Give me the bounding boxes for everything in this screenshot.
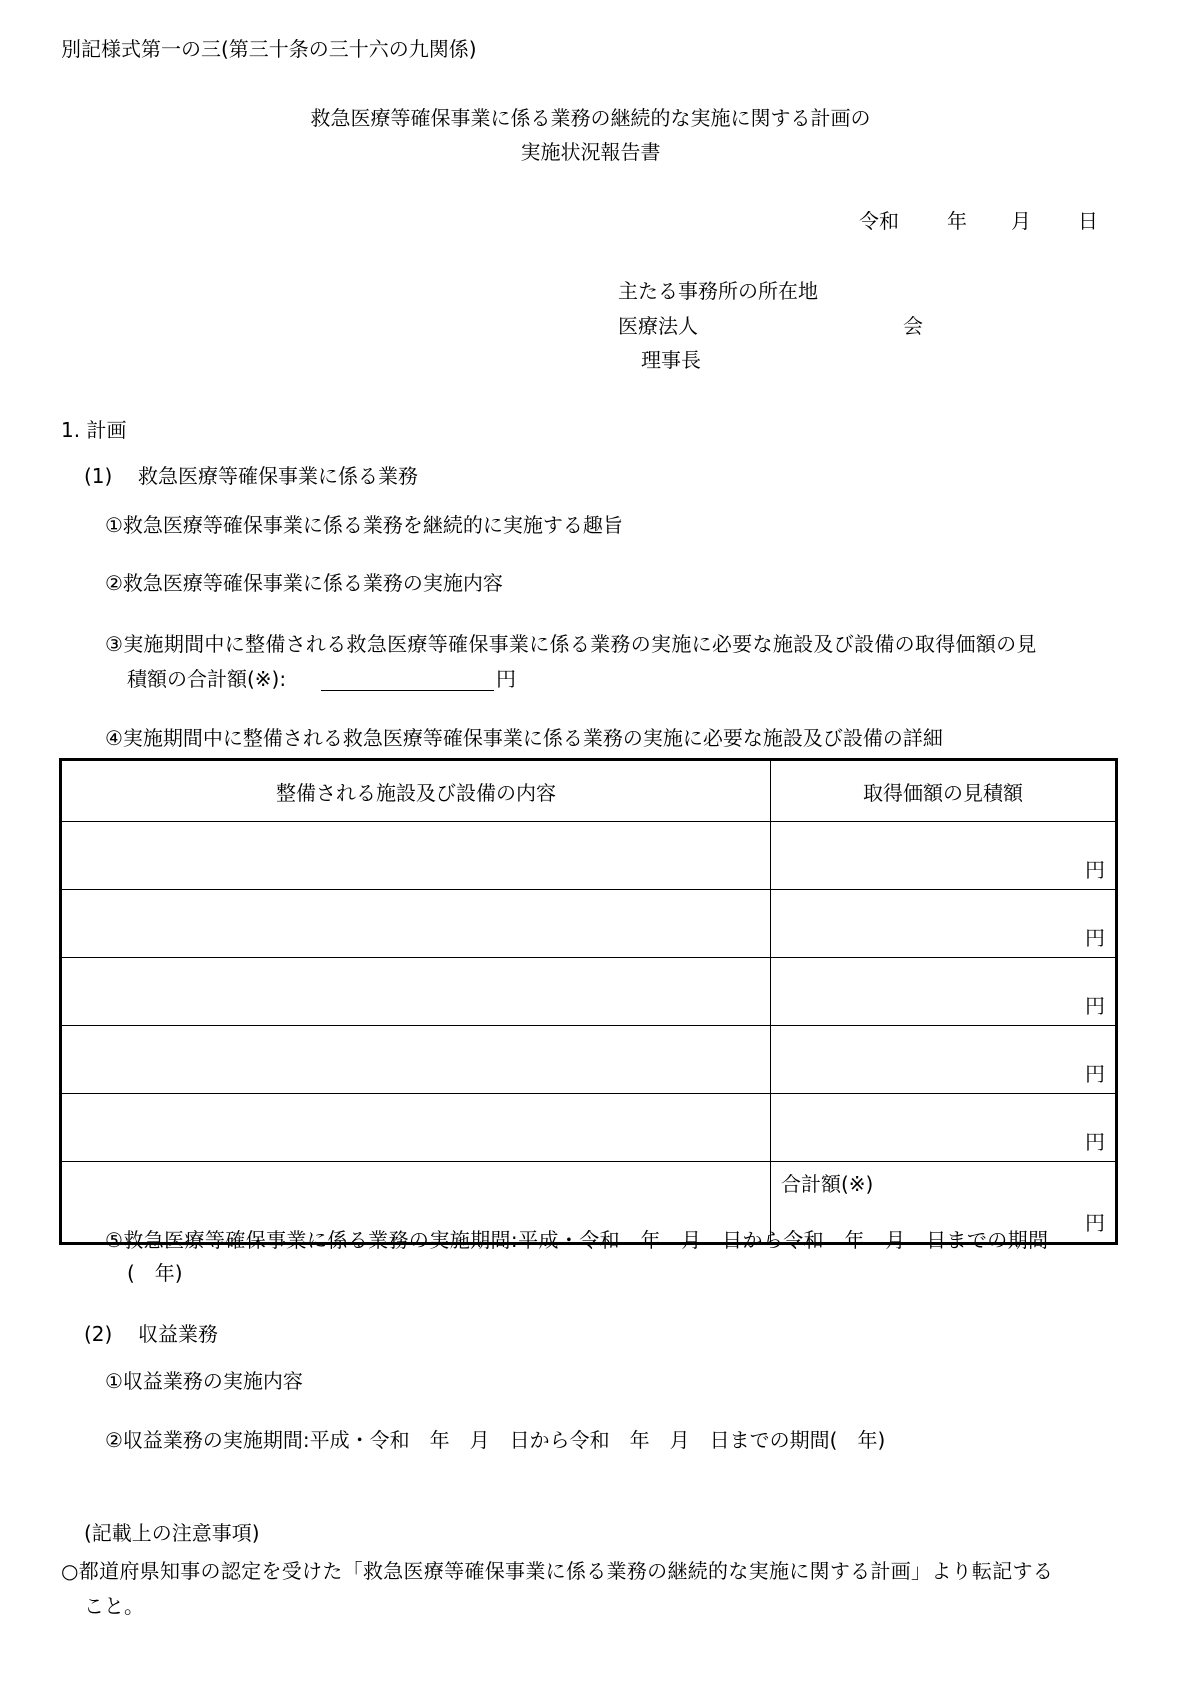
total-label: 合計額(※) xyxy=(781,1172,874,1196)
table-row xyxy=(61,822,1117,890)
total-unit: 円 xyxy=(1085,1211,1105,1235)
sub2-item1: ①収益業務の実施内容 xyxy=(105,1369,303,1393)
table-row xyxy=(61,1094,1117,1162)
item4-details: ④実施期間中に整備される救急医療等確保事業に係る業務の実施に必要な施設及び設備の詳細 xyxy=(105,726,943,750)
chairman-label: 理事長 xyxy=(641,348,701,372)
sub2-item2: ②収益業務の実施期間:平成・令和 年 月 日から令和 年 月 日までの期間( 年) xyxy=(105,1428,886,1452)
amount-cell[interactable]: 円 xyxy=(771,958,1117,1026)
item3-unit: 円 xyxy=(496,667,516,691)
corporation-suffix: 会 xyxy=(903,314,923,338)
corporation-label: 医療法人 xyxy=(618,314,698,338)
section1-heading: 1. 計画 xyxy=(61,418,127,442)
content-cell[interactable] xyxy=(61,1094,771,1162)
sub2-label: 収益業務 xyxy=(138,1322,218,1346)
form-reference: 別記様式第一の三(第三十条の三十六の九関係) xyxy=(61,37,477,61)
notes-heading: (記載上の注意事項) xyxy=(84,1521,260,1545)
item1-purpose: ①救急医療等確保事業に係る業務を継続的に実施する趣旨 xyxy=(105,513,623,537)
amount-cell[interactable]: 円 xyxy=(771,1026,1117,1094)
document-title-line2: 実施状況報告書 xyxy=(520,140,661,164)
header-content: 整備される施設及び設備の内容 xyxy=(61,760,771,822)
notes-line1: ○都道府県知事の認定を受けた「救急医療等確保事業に係る業務の継続的な実施に関する計画」より転記する xyxy=(61,1559,1054,1583)
item3-line1: ③実施期間中に整備される救急医療等確保事業に係る業務の実施に必要な施設及び設備の取得価額の見 xyxy=(105,632,1037,656)
document-title-line1: 救急医療等確保事業に係る業務の継続的な実施に関する計画の xyxy=(310,106,871,130)
content-cell[interactable] xyxy=(61,890,771,958)
item5-years: ( 年) xyxy=(127,1261,183,1285)
equipment-table xyxy=(59,758,1118,1245)
sub1-label: 救急医療等確保事業に係る業務 xyxy=(138,464,418,488)
table-row xyxy=(61,890,1117,958)
address-label: 主たる事務所の所在地 xyxy=(618,279,818,303)
sub1-number: (1) xyxy=(84,464,113,488)
content-cell[interactable] xyxy=(61,822,771,890)
header-amount: 取得価額の見積額 xyxy=(771,760,1117,822)
date-year: 年 xyxy=(947,209,967,233)
item3-total-field[interactable] xyxy=(321,690,494,691)
date-day: 日 xyxy=(1078,209,1098,233)
sub2-number: (2) xyxy=(84,1322,113,1346)
amount-cell[interactable]: 円 xyxy=(771,890,1117,958)
content-cell[interactable] xyxy=(61,958,771,1026)
item2-content: ②救急医療等確保事業に係る業務の実施内容 xyxy=(105,571,503,595)
date-era: 令和 xyxy=(859,209,899,233)
date-month: 月 xyxy=(1011,209,1031,233)
amount-cell[interactable]: 円 xyxy=(771,1094,1117,1162)
amount-cell[interactable]: 円 xyxy=(771,822,1117,890)
table-row xyxy=(61,958,1117,1026)
notes-line2: こと。 xyxy=(84,1594,144,1618)
table-header-row xyxy=(61,760,1117,822)
content-cell[interactable] xyxy=(61,1026,771,1094)
item5-period: ⑤救急医療等確保事業に係る業務の実施期間:平成・令和 年 月 日から令和 年 月 日までの期間 xyxy=(105,1228,1049,1252)
item3-line2: 積額の合計額(※): xyxy=(127,667,287,691)
table-row xyxy=(61,1026,1117,1094)
